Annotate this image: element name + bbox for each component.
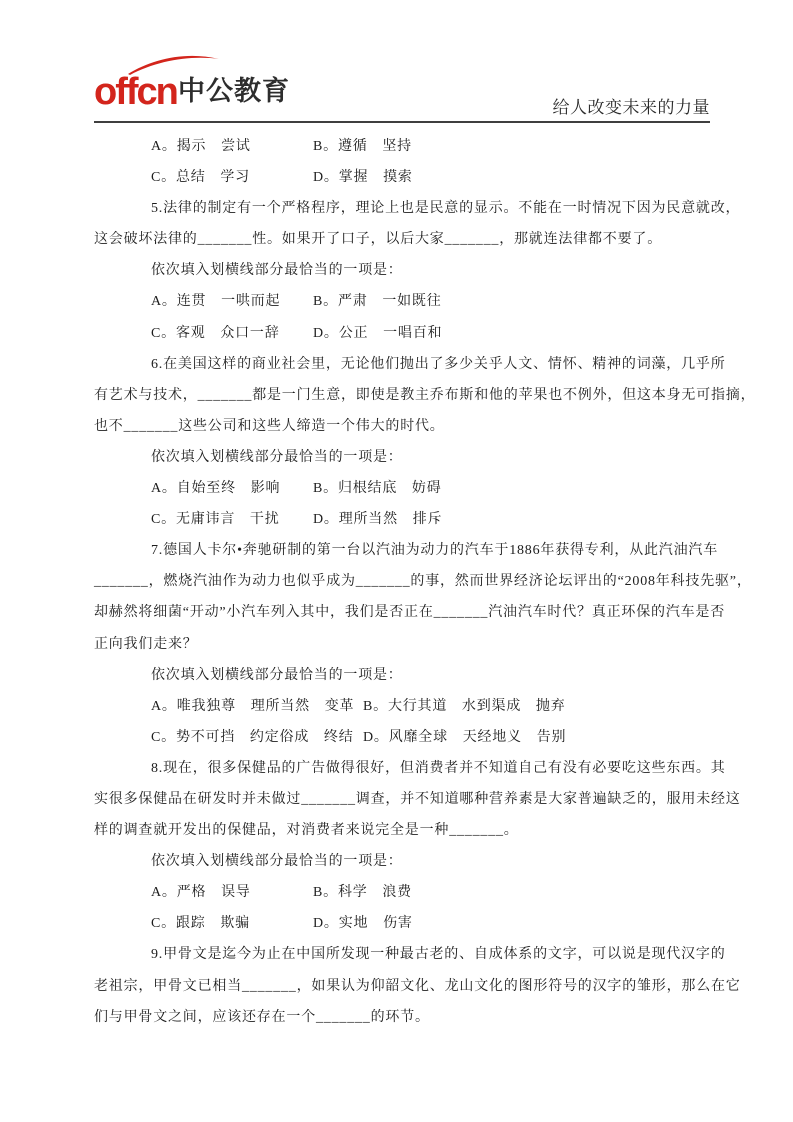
question-6-stem-line: 也不_______这些公司和这些人缔造一个伟大的时代。 [94,418,445,434]
option-cell-c: C。总结 学习 [151,170,250,186]
question-8-stem-line: 样的调查就开发出的保健品，对消费者来说完全是一种_______。 [94,823,519,839]
option-cell-d: D。理所当然 排斥 [313,512,443,528]
fill-in-prompt: 依次填入划横线部分最恰当的一项是： [151,854,403,870]
option-cell-c: C。跟踪 欺骗 [151,916,250,932]
question-9-stem-line: 老祖宗，甲骨文已相当_______，如果认为仰韶文化、龙山文化的图形符号的汉字的雏形，那么在它 [94,978,741,994]
option-cell-b: B。归根结底 妨碍 [313,481,442,497]
question-7-stem-line: 却赫然将细菌“开动”小汽车列入其中，我们是否正在_______汽油汽车时代？真正环保的汽车是否 [94,605,726,621]
option-cell-a: A。揭示 尝试 [151,139,251,154]
option-cell-b: B。遵循 坚持 [313,139,412,154]
fill-in-prompt: 依次填入划横线部分最恰当的一项是： [151,449,403,465]
question-option-row [94,131,734,162]
question-option-row [94,162,734,193]
question-7-stem-line: 7.德国人卡尔•奔驰研制的第一台以汽油为动力的汽车于1886年获得专利，从此汽油汽车 [151,543,718,559]
header-divider [94,121,710,123]
question-8-stem-line: 实很多保健品在研发时并未做过_______调查，并不知道哪种营养素是大家普遍缺乏的，服用未经这 [94,791,741,807]
question-5-stem-line: 这会破坏法律的_______性。如果开了口子，以后大家_______，那就连法律都不要了。 [94,232,662,248]
option-cell-c: C。势不可挡 约定俗成 终结 [151,729,354,745]
question-5-stem-line: 5.法律的制定有一个严格程序，理论上也是民意的显示。不能在一时情况下因为民意就改， [151,201,741,217]
option-cell-c: C。无庸讳言 干扰 [151,512,280,528]
question-option-row [94,318,734,349]
option-cell-c: C。客观 众口一辞 [151,325,280,341]
logo-latin-text: offcn [94,71,177,113]
question-option-row [94,504,734,535]
question-7-stem-line: 正向我们走来？ [94,636,198,652]
option-cell-a: A。自始至终 影响 [151,481,281,497]
option-cell-b: B。严肃 一如既往 [313,294,442,310]
question-6-stem-line: 6.在美国这样的商业社会里，无论他们抛出了多少关乎人文、情怀、精神的词藻，几乎所 [151,356,726,372]
question-option-row [94,286,734,317]
fill-in-prompt: 依次填入划横线部分最恰当的一项是： [151,263,403,279]
question-9-stem-line: 们与甲骨文之间，应该还存在一个_______的环节。 [94,1009,430,1025]
question-8-stem-line: 8.现在，很多保健品的广告做得很好，但消费者并不知道自己有没有必要吃这些东西。其 [151,760,726,776]
option-cell-b: B。科学 浪费 [313,885,412,901]
option-cell-d: D。公正 一唱百和 [313,325,443,341]
question-7-stem-line: _______，燃烧汽油作为动力也似乎成为_______的事，然而世界经济论坛评出的“2008年科技先驱”， [94,574,752,590]
option-cell-d: D。掌握 摸索 [313,170,413,186]
question-lines [94,131,756,1033]
option-cell-d: D。实地 伤害 [313,916,413,932]
question-option-row [94,473,734,504]
question-9-stem-line: 9.甲骨文是迄今为止在中国所发现一种最古老的、自成体系的文字，可以说是现代汉字的 [151,947,726,963]
header-tagline: 给人改变未来的力量 [552,98,710,117]
option-cell-d: D。风靡全球 天经地义 告别 [363,729,567,745]
option-cell-b: B。大行其道 水到渠成 抛弃 [363,698,566,714]
question-option-row [94,722,734,753]
option-cell-a: A。严格 误导 [151,885,251,901]
fill-in-prompt: 依次填入划横线部分最恰当的一项是： [151,667,403,683]
option-cell-a: A。唯我独尊 理所当然 变革 [151,698,355,714]
question-option-row [94,877,734,908]
offcn-logo [94,53,354,113]
question-option-row [94,908,734,939]
option-cell-a: A。连贯 一哄而起 [151,294,281,310]
logo-chinese-text: 中公教育 [178,76,290,106]
question-6-stem-line: 有艺术与技术，_______都是一门生意，即使是教主乔布斯和他的苹果也不例外，但这本身无可指摘， [94,387,756,403]
question-option-row [94,691,734,722]
